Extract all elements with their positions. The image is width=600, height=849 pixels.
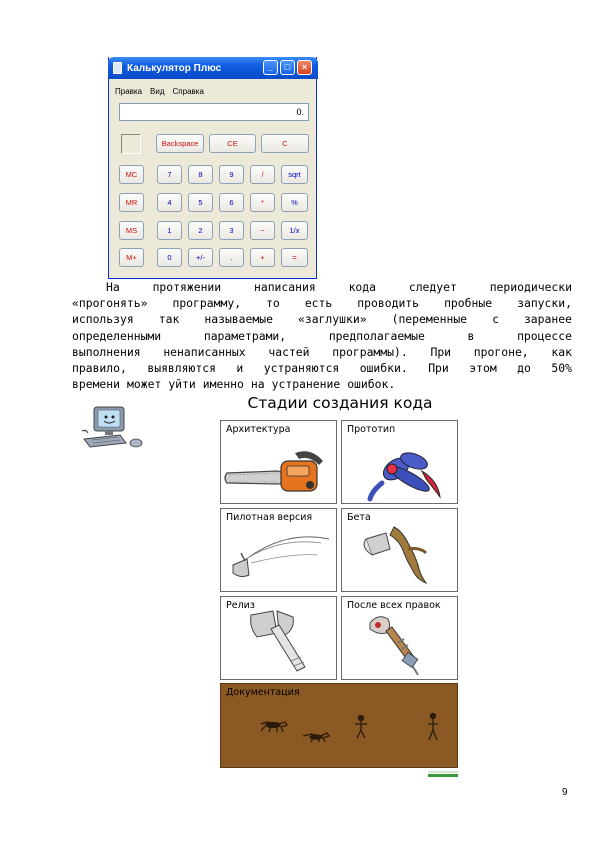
word: «заглушки» — [297, 312, 367, 327]
calculator-menubar — [115, 87, 204, 96]
word: ошибок. — [347, 377, 396, 392]
digit-2-button[interactable]: 2 — [188, 221, 213, 240]
digit-7-button[interactable]: 7 — [157, 165, 182, 184]
word: периодически — [489, 280, 572, 294]
word: (переменные — [391, 312, 468, 327]
subtract-button[interactable]: − — [250, 221, 275, 240]
word: устраняются — [263, 360, 340, 375]
panel-label: Архитектура — [226, 424, 291, 435]
word: есть — [304, 296, 333, 311]
calculator-app-icon — [113, 62, 122, 74]
panel-documentation — [220, 683, 458, 768]
panel-label: Бета — [347, 512, 371, 523]
word: до — [517, 360, 531, 375]
digit-5-button[interactable]: 5 — [188, 193, 213, 212]
word: на — [250, 377, 265, 392]
word: ошибки. — [359, 360, 408, 375]
word: определенными — [72, 328, 162, 343]
word: предполагаемые — [328, 328, 425, 343]
word: времени — [72, 377, 121, 392]
digit-8-button[interactable]: 8 — [188, 165, 213, 184]
paragraph-line — [72, 360, 572, 376]
word: как — [551, 344, 572, 359]
memory-add-button[interactable]: M+ — [119, 248, 144, 267]
backspace-button[interactable]: Backspace — [156, 134, 204, 153]
comic-title: Стадии создания кода — [247, 394, 433, 412]
word: то — [266, 296, 280, 311]
word: следует — [408, 280, 457, 294]
double-axe-icon — [221, 597, 338, 681]
divide-button[interactable]: / — [250, 165, 275, 184]
word: выполнения — [72, 344, 141, 359]
paragraph-line — [72, 279, 572, 295]
word: заранее — [523, 312, 572, 327]
panel-prototype — [341, 420, 458, 504]
word: именно — [202, 377, 244, 392]
paragraph-line — [72, 311, 572, 327]
calculator-display: 0. — [119, 103, 309, 121]
close-icon[interactable]: × — [297, 60, 312, 75]
word: При — [428, 360, 449, 375]
word: называемые — [204, 312, 273, 327]
chainsaw-icon — [221, 421, 338, 505]
word: уйти — [168, 377, 196, 392]
panel-label: После всех правок — [347, 600, 441, 611]
clear-entry-button[interactable]: CE — [209, 134, 256, 153]
menu-help[interactable]: Справка — [172, 87, 204, 96]
reciprocal-button[interactable]: 1/x — [281, 221, 308, 240]
word: написания — [253, 280, 316, 294]
panel-architecture — [220, 420, 337, 504]
memory-clear-button[interactable]: MC — [119, 165, 144, 184]
word: 50% — [551, 360, 572, 375]
word: используя — [72, 312, 134, 327]
word: прогоне, — [473, 344, 529, 359]
body-paragraph — [72, 279, 572, 392]
panel-after-all-fixes — [341, 596, 458, 680]
digit-3-button[interactable]: 3 — [219, 221, 244, 240]
clear-button[interactable]: C — [261, 134, 309, 153]
flimsy-axe-icon — [221, 509, 338, 593]
patched-axe-icon — [342, 597, 459, 681]
paragraph-line — [72, 328, 572, 344]
word: правило, — [72, 360, 127, 375]
menu-view[interactable]: Вид — [150, 87, 165, 96]
memory-indicator — [121, 134, 141, 154]
calculator-window — [108, 57, 317, 279]
word: параметрами, — [203, 328, 287, 343]
panel-label: Прототип — [347, 424, 396, 435]
word: так — [158, 312, 180, 327]
menu-edit[interactable]: Правка — [115, 87, 143, 96]
page-number: 9 — [562, 787, 568, 798]
word: запуски, — [517, 296, 572, 311]
paragraph-line — [72, 344, 572, 360]
comic-credit-logo — [428, 771, 458, 779]
word: может — [127, 377, 162, 392]
word: и — [236, 360, 244, 375]
maximize-icon[interactable]: □ — [280, 60, 295, 75]
panel-release — [220, 596, 337, 680]
word: частей — [268, 344, 310, 359]
word: этом — [469, 360, 497, 375]
word: На — [106, 280, 120, 294]
computer-mascot-icon — [80, 405, 144, 451]
word: «прогонять» — [72, 296, 148, 311]
digit-6-button[interactable]: 6 — [219, 193, 244, 212]
digit-0-button[interactable]: 0 — [157, 248, 182, 267]
memory-recall-button[interactable]: MR — [119, 193, 144, 212]
word: процессе — [517, 328, 572, 343]
digit-4-button[interactable]: 4 — [157, 193, 182, 212]
digit-1-button[interactable]: 1 — [157, 221, 182, 240]
word: программу, — [172, 296, 242, 311]
word: устранение — [271, 377, 341, 392]
equals-button[interactable]: = — [281, 248, 308, 267]
panel-label: Релиз — [226, 600, 255, 611]
paragraph-line — [72, 295, 572, 311]
word: При — [430, 344, 452, 359]
minimize-icon[interactable]: _ — [263, 60, 278, 75]
branch-axe-icon — [342, 509, 459, 593]
calculator-title: Калькулятор Плюс — [127, 62, 222, 74]
calculator-titlebar[interactable] — [108, 57, 318, 79]
word: проводить — [357, 296, 420, 311]
sqrt-button[interactable]: sqrt — [281, 165, 308, 184]
word: в — [467, 328, 475, 343]
word: протяжении — [152, 280, 222, 294]
decimal-point-button[interactable]: . — [219, 248, 244, 267]
balloon-axe-icon — [342, 421, 459, 505]
panel-label: Пилотная версия — [226, 512, 313, 523]
credit-logo-icon — [428, 771, 458, 779]
multiply-button[interactable]: * — [250, 193, 275, 212]
word: ненаписанных — [163, 344, 246, 359]
percent-button[interactable]: % — [281, 193, 308, 212]
panel-beta — [341, 508, 458, 592]
panel-pilot-version — [220, 508, 337, 592]
digit-9-button[interactable]: 9 — [219, 165, 244, 184]
panel-label: Документация — [226, 687, 300, 698]
sign-toggle-button[interactable]: +/- — [188, 248, 213, 267]
add-button[interactable]: + — [250, 248, 275, 267]
word: выявляются — [147, 360, 216, 375]
word: программы). — [332, 344, 408, 359]
word: кода — [348, 280, 376, 294]
word: пробные — [444, 296, 493, 311]
paragraph-line — [72, 376, 572, 392]
memory-store-button[interactable]: MS — [119, 221, 144, 240]
word: с — [492, 312, 499, 327]
